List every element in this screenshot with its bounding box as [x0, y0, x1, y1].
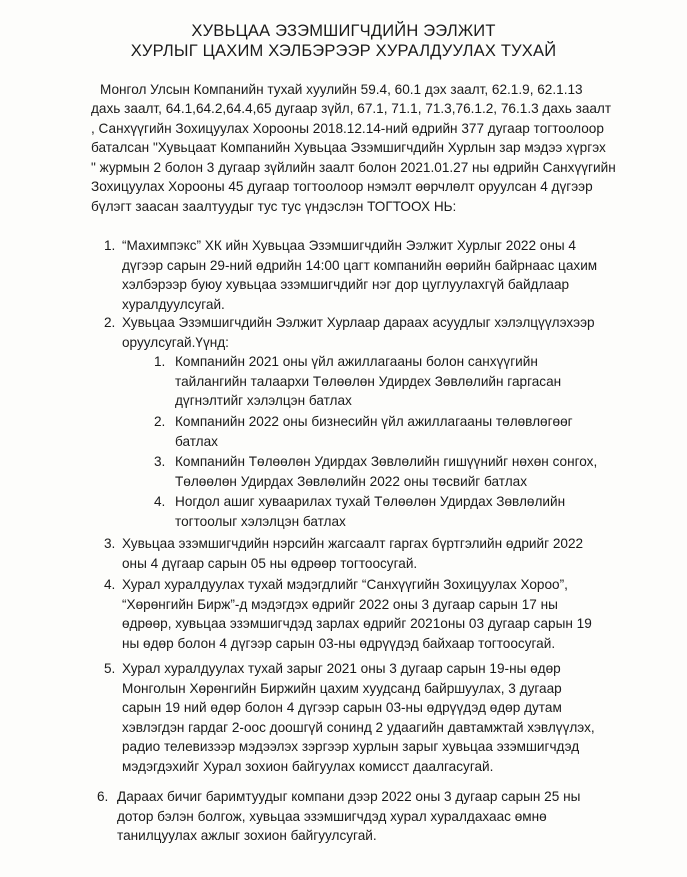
intro-line: , Санхүүгийн Зохицуулах Хорооны 2018.12.14-ний өдрийн 377 дугаар тогтоолоор — [91, 120, 604, 136]
list-item-line: Монголын Хөрөнгийн Биржийн цахим хуудсанд байршуулах, 3 дугаар — [122, 680, 562, 696]
intro-line: дахь заалт, 64.1,64.2,64.4,65 дугаар зүйл, 67.1, 71.1, 71.3,76.1.2, 76.1.3 дахь заалт — [91, 101, 612, 116]
list-item-line: “Хөрөнгийн Бирж”-д мэдэгдэх өдрийг 2022 оны 3 дугаар сарын 17 ны — [122, 596, 558, 612]
intro-first-line: Монгол Улсын Компанийн тухай хуулийн 59.4, 60.1 дэх заалт, 62.1.9, 62.1.13 — [100, 82, 583, 97]
list-item-number: 5. — [104, 661, 116, 676]
list-item-line: хэвлэгдэн гардаг 2-оос доошгүй сонинд 2 удаагийн давтамжтай хэвлүүлэх, — [122, 719, 595, 735]
sub-list-item-number: 3. — [154, 454, 166, 469]
intro-line: Зохицуулах Хорооны 45 дугаар тогтоолоор нэмэлт өөрчлөлт оруулсан 4 дүгээр — [91, 179, 593, 195]
list-item-number: 1. — [104, 238, 116, 253]
sub-list-item-line: дүгнэлтийг хэлэлцэн батлах — [175, 393, 352, 409]
list-item-text — [122, 659, 662, 777]
intro-line: " журмын 2 болон 3 дугаар зүйлийн заалт болон 2021.01.27 ны өдрийн Санхүүгийн — [91, 159, 616, 175]
sub-list-item-text — [175, 492, 659, 531]
list-item-line: танилцуулах ажлыг зохион байгуулсугай. — [117, 828, 377, 844]
list-item-line: оны 4 дүгаар сарын 05 ны өдрөөр тогтоосугай. — [122, 555, 418, 571]
list-item-line: мэдэгдэхийг Хурал зохион байгуулах комисст даалгасугай. — [122, 758, 494, 774]
list-item-number: 2. — [104, 315, 116, 330]
list-item-text — [122, 313, 662, 352]
list-item-text — [117, 787, 665, 846]
list-item-line: хэлбэрээр буюу хувьцаа эзэмшигчдийг нэг дор цуглуулахгүй байдлаар — [122, 277, 570, 293]
list-item-line: Хувьцаа Эзэмшигчдийн Ээлжит Хурлаар дараах асуудлыг хэлэлцүүлэхээр — [122, 315, 595, 330]
list-item-line: радио телевизээр мэдээлэх зэргээр хурлын зарыг хувьцаа эзэмшигчдэд — [122, 739, 580, 755]
list-item-text — [122, 575, 662, 653]
list-item-line: дүгээр сарын 29-ний өдрийн 14:00 цагт компанийн өөрийн байрнаас цахим — [122, 257, 598, 273]
sub-list-item-number: 4. — [154, 494, 166, 509]
sub-list-item-text — [175, 352, 659, 411]
intro-line: баталсан "Хувьцаат Компанийн Хувьцаа Эзэмшигчдийн Хурлын зар мэдээ хүргэх — [91, 140, 606, 156]
sub-list-item-number: 1. — [154, 354, 166, 369]
document-title-line-2: ХУРЛЫГ ЦАХИМ ХЭЛБЭРЭЭР ХУРАЛДУУЛАХ ТУХАЙ — [130, 42, 557, 60]
list-item-text — [122, 236, 662, 314]
sub-list-item-line: Компанийн Төлөөлөн Удирдах Зөвлөлийн гишүүнийг нөхөн сонгох, — [175, 454, 598, 469]
intro-paragraph — [91, 99, 653, 217]
sub-list-item-text — [175, 452, 659, 491]
list-item-line: сарын 19 ний өдөр болон 4 дүгээр сарын 03-ны өдрүүдэд өдөр дутам — [122, 700, 562, 716]
sub-list-item-line: Төлөөлөн Удирдах Зөвлөлийн 2022 оны төсвийг батлах — [175, 473, 527, 489]
list-item-line: хуралдуулсугай. — [122, 296, 225, 312]
list-item-line: Хурал хуралдуулах тухай мэдэгдлийг “Санхүүгийн Зохицуулах Хороо”, — [122, 577, 568, 592]
list-item-line: дотор бэлэн болгож, хувьцаа эзэмшигчдэд хурал хуралдахаас өмнө — [117, 808, 547, 824]
list-item-number: 6. — [97, 789, 109, 804]
sub-list-item-line: батлах — [175, 433, 218, 449]
list-item-number: 3. — [104, 536, 116, 551]
list-item-line: оруулсугай.Үүнд: — [122, 334, 229, 350]
sub-list-item-number: 2. — [154, 414, 166, 429]
sub-list-item-line: Компанийн 2021 оны үйл ажиллагааны болон санхүүгийн — [175, 354, 538, 369]
sub-list-item-line: тайлангийн талаархи Төлөөлөн Удирдех Зөвлөлийн гаргасан — [175, 373, 562, 389]
list-item-line: Дараах бичиг баримтуудыг компани дээр 2022 оны 3 дугаар сарын 25 ны — [117, 789, 581, 804]
sub-list-item-line: тогтоолыг хэлэлцэн батлах — [175, 513, 346, 529]
sub-list-item-line: Компанийн 2022 оны бизнесийн үйл ажиллагааны төлөвлөгөөг — [175, 414, 573, 429]
document-title-line-1: ХУВЬЦАА ЭЗЭМШИГЧДИЙН ЭЭЛЖИТ — [191, 22, 496, 40]
sub-list-item-text — [175, 412, 659, 451]
intro-line: бүлэгт заасан заалтуудыг тус тус үндэслэн ТОГТООХ НЬ: — [91, 198, 457, 214]
list-item-line: ны өдөр болон 4 дүгээр сарын 03-ны өдрүүдэд байхаар тогтоосугай. — [122, 635, 556, 651]
sub-list-item-line: Ногдол ашиг хуваарилах тухай Төлөөлөн Удирдах Зөвлөлийн — [175, 494, 566, 509]
list-item-line: Хувьцаа эзэмшигчдийн нэрсийн жагсаалт гаргах бүртгэлийн өдрийг 2022 — [122, 536, 584, 551]
list-item-text — [122, 534, 662, 573]
list-item-number: 4. — [104, 577, 116, 592]
list-item-line: Хурал хуралдуулах тухай зарыг 2021 оны 3 дугаар сарын 19-ны өдөр — [122, 661, 561, 676]
list-item-line: өдрөөр, хувьцаа эзэмшигчдэд зарлах өдрийг 2021оны 03 дугаар сарын 19 — [122, 616, 592, 632]
list-item-line: “Махимпэкс” ХК ийн Хувьцаа Эзэмшигчдийн Ээлжит Хурлыг 2022 оны 4 — [122, 238, 576, 253]
